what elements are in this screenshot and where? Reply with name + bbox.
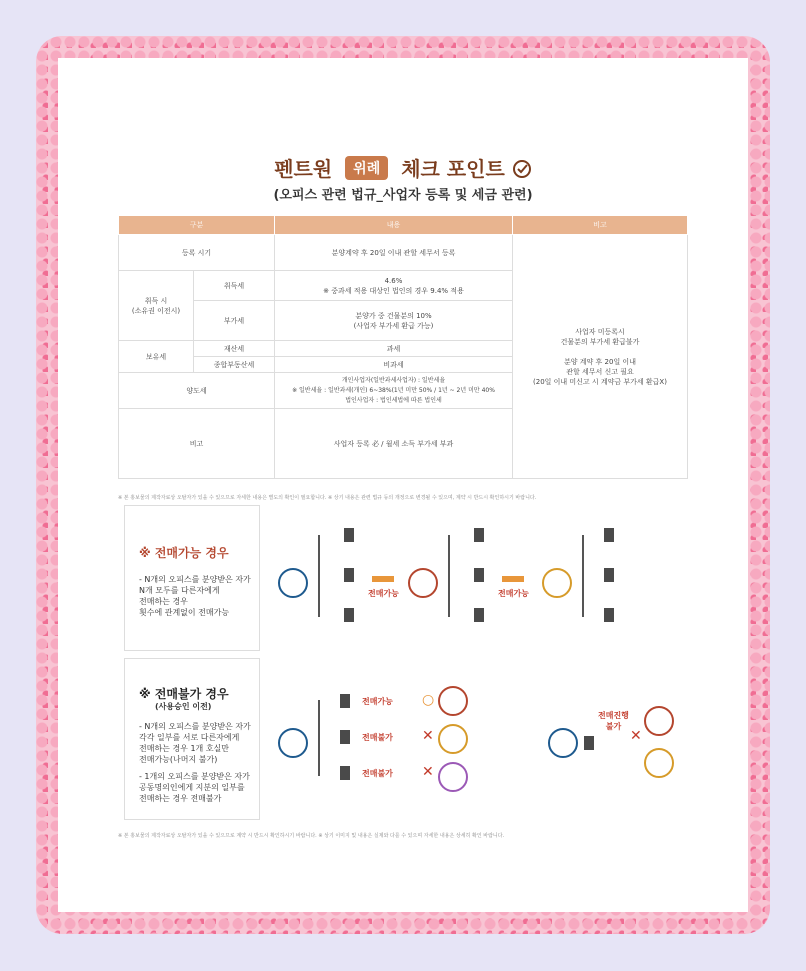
- table-cell: 취득 시 (소유권 이전시): [119, 271, 194, 341]
- connector: [318, 535, 320, 617]
- remark-cell: 사업자 미등록시 건물분의 부가세 환급불가 분양 계약 후 20일 이내 관할 세무서 신고 필요 (20일 이내 미신고 시 계약금 부가세 환급X): [513, 235, 688, 479]
- arrow-icon: [372, 576, 394, 582]
- row-label: 전매가능: [362, 697, 393, 706]
- arrow-icon: [502, 576, 524, 582]
- page-title: [58, 153, 748, 182]
- person-icon: [438, 686, 468, 716]
- table-cell: 개인사업자(일반과세사업자) : 일반세율 ※ 일반세율 : 일반과세(개인) 6~38%(1년 미만 50% / 1년 ~ 2년 미만 40% 법인사업자 : 법인세법에 따른 법인세: [275, 373, 513, 409]
- connector: [318, 700, 320, 776]
- table-cell: 비고: [119, 409, 275, 479]
- no-mark: ✕: [422, 728, 434, 744]
- col-header: 구분: [119, 216, 275, 235]
- person-icon: [644, 748, 674, 778]
- person-icon: [438, 762, 468, 792]
- col-header: 내용: [275, 216, 513, 235]
- title-text-2: 체크 포인트: [401, 157, 505, 181]
- ok-mark: ○: [422, 692, 435, 708]
- building-icon: [340, 766, 350, 780]
- table-cell: 비과세: [275, 357, 513, 373]
- person-icon: [644, 706, 674, 736]
- row-label: 전매불가: [362, 733, 393, 742]
- building-icon: [474, 608, 484, 622]
- table-cell: 등록 시기: [119, 235, 275, 271]
- possible-diagram: [278, 520, 688, 650]
- person-icon: [542, 568, 572, 598]
- connector: [582, 535, 584, 617]
- person-icon: [548, 728, 578, 758]
- impossible-diagram: [278, 686, 688, 806]
- possible-heading: ※ 전매가능 경우: [139, 546, 229, 560]
- title-badge: 위례: [345, 156, 388, 180]
- building-icon: [344, 568, 354, 582]
- building-icon: [340, 694, 350, 708]
- title-text: 펜트원: [274, 157, 333, 181]
- connector: [448, 535, 450, 617]
- table-cell: 재산세: [194, 341, 275, 357]
- possible-card: [124, 505, 260, 651]
- building-icon: [604, 568, 614, 582]
- check-circle-icon: [512, 159, 532, 179]
- page-subtitle: (오피스 관련 법규_사업자 등록 및 세금 관련): [273, 188, 533, 203]
- building-icon: [344, 528, 354, 542]
- person-icon: [278, 568, 308, 598]
- table-cell: 종합부동산세: [194, 357, 275, 373]
- footnote: ※ 본 홍보물의 제작자료상 오탈자가 있을 수 있으므로 자세한 내용은 별도의 확인이 필요합니다. ※ 상기 내용은 관련 법규 등의 개정으로 변경될 수 있으며, 계약 시 반드시 확인하시기 바랍니다.: [118, 495, 537, 501]
- table-cell: 사업자 등록 必 / 월세 소득 부가세 부과: [275, 409, 513, 479]
- impossible-desc-2: - 1개의 오피스를 분양받은 자가 공동명의인에게 지분의 일부를 전매하는 경우 전매불가: [139, 772, 250, 803]
- building-icon: [604, 608, 614, 622]
- possible-desc: - N개의 오피스를 분양받은 자가 N개 모두를 다른자에게 전매하는 경우 횟수에 관계없이 전매가능: [139, 575, 251, 617]
- person-icon: [438, 724, 468, 754]
- col-header: 비고: [513, 216, 688, 235]
- table-cell: 보유세: [119, 341, 194, 373]
- table-cell: 부가세: [194, 301, 275, 341]
- building-icon: [340, 730, 350, 744]
- joint-label: 전매진행 불가: [598, 711, 629, 731]
- table-cell: 분양가 중 건물분의 10% (사업자 부가세 환급 가능): [275, 301, 513, 341]
- table-cell: 분양계약 후 20일 이내 관할 세무서 등록: [275, 235, 513, 271]
- table-cell: 취득세: [194, 271, 275, 301]
- building-icon: [604, 528, 614, 542]
- building-icon: [474, 528, 484, 542]
- no-mark: ✕: [422, 764, 434, 780]
- impossible-card: [124, 658, 260, 820]
- arrow-label: 전매가능: [368, 589, 399, 598]
- footnote: ※ 본 홍보물의 제작자료상 오탈자가 있을 수 있으므로 계약 시 반드시 확인하시기 바랍니다. ※ 상기 이미지 및 내용은 실제와 다를 수 있으며 자세한 내용은 상세히 확인 바랍니다.: [118, 833, 505, 839]
- document-page: [58, 58, 748, 912]
- impossible-desc-1: - N개의 오피스를 분양받은 자가 각각 일부를 서로 다른자에게 전매하는 경우 1개 호실만 전매가능(나머지 불가): [139, 722, 251, 764]
- person-icon: [278, 728, 308, 758]
- arrow-label: 전매가능: [498, 589, 529, 598]
- table-cell: 양도세: [119, 373, 275, 409]
- row-label: 전매불가: [362, 769, 393, 778]
- person-icon: [408, 568, 438, 598]
- tax-table: [118, 215, 688, 479]
- building-icon: [344, 608, 354, 622]
- table-cell: 4.6% ※ 중과세 적용 대상인 법인의 경우 9.4% 적용: [275, 271, 513, 301]
- impossible-heading: ※ 전매불가 경우: [139, 687, 229, 701]
- building-icon: [474, 568, 484, 582]
- table-cell: 과세: [275, 341, 513, 357]
- impossible-sub: (사용승인 이전): [155, 702, 212, 711]
- building-icon: [584, 736, 594, 750]
- no-mark: ✕: [630, 728, 642, 744]
